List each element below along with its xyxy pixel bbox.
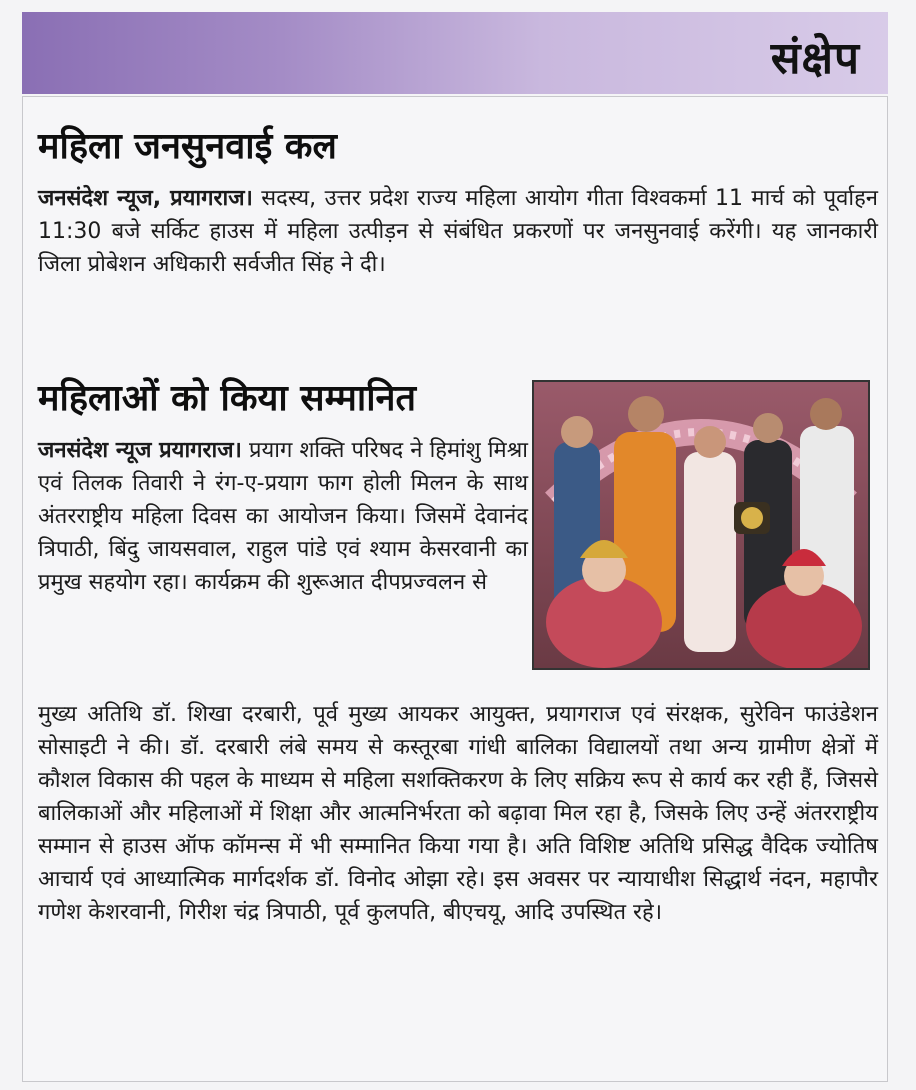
article2-dateline: जनसंदेश न्यूज प्रयागराज। [38,438,242,463]
event-photo-image [534,382,868,668]
article2-body-top-text [38,434,528,599]
article1-body-text [38,182,878,281]
article2-headline: महिलाओं को किया सम्मानित [38,378,417,419]
article1-dateline: जनसंदेश न्यूज, प्रयागराज। [38,186,253,211]
article2-body-bottom: मुख्य अतिथि डॉ. शिखा दरबारी, पूर्व मुख्य आयकर आयुक्त, प्रयागराज एवं संरक्षक, सुरेविन फाउंडेशन सोसाइटी ने की। डॉ. दरबारी लंबे समय से कस्तूरबा गांधी बालिका विद्यालयों तथा अन्य ग्रामीण क्षेत्रों में कौशल विकास की पहल के माध्यम से महिला सशक्तिकरण के लिए सक्रिय रूप से कार्य कर रही हैं, जिससे बालिकाओं और महिलाओं में शिक्षा और आत्मनिर्भरता को बढ़ावा मिल रहा है, जिसके लिए उन्हें अंतरराष्ट्रीय सम्मान से हाउस ऑफ कॉमन्स में भी सम्मानित किया गया है। अति विशिष्ट अतिथि प्रसिद्ध वैदिक ज्योतिष आचार्य एवं आध्यात्मिक मार्गदर्शक डॉ. विनोद ओझा रहे। इस अवसर पर न्यायाधीश सिद्धार्थ नंदन, महापौर गणेश केशरवानी, गिरीश चंद्र त्रिपाठी, पूर्व कुलपति, बीएचयू, आदि उपस्थित रहे। [38,702,878,925]
section-title: संक्षेप [770,33,860,84]
article1-headline: महिला जनसुनवाई कल [38,126,337,167]
article2-body-top: प्रयाग शक्ति परिषद ने हिमांशु मिश्रा एवं तिलक तिवारी ने रंग-ए-प्रयाग फाग होली मिलन के साथ अंतरराष्ट्रीय महिला दिवस का आयोजन किया। जिसमें देवानंद त्रिपाठी, बिंदु जायसवाल, राहुल पांडे एवं श्याम केसरवानी का प्रमुख सहयोग रहा। कार्यक्रम की शुरूआत दीपप्रज्वलन से [38,438,528,595]
article1-body: सदस्य, उत्तर प्रदेश राज्य महिला आयोग गीता विश्वकर्मा 11 मार्च को पूर्वाहन 11:30 बजे सर्किट हाउस में महिला उत्पीड़न से संबंधित प्रकरणों पर जनसुनवाई करेंगी। यह जानकारी जिला प्रोबेशन अधिकारी सर्वजीत सिंह ने दी। [38,186,878,277]
section-banner [22,12,888,94]
event-photo [532,380,870,670]
